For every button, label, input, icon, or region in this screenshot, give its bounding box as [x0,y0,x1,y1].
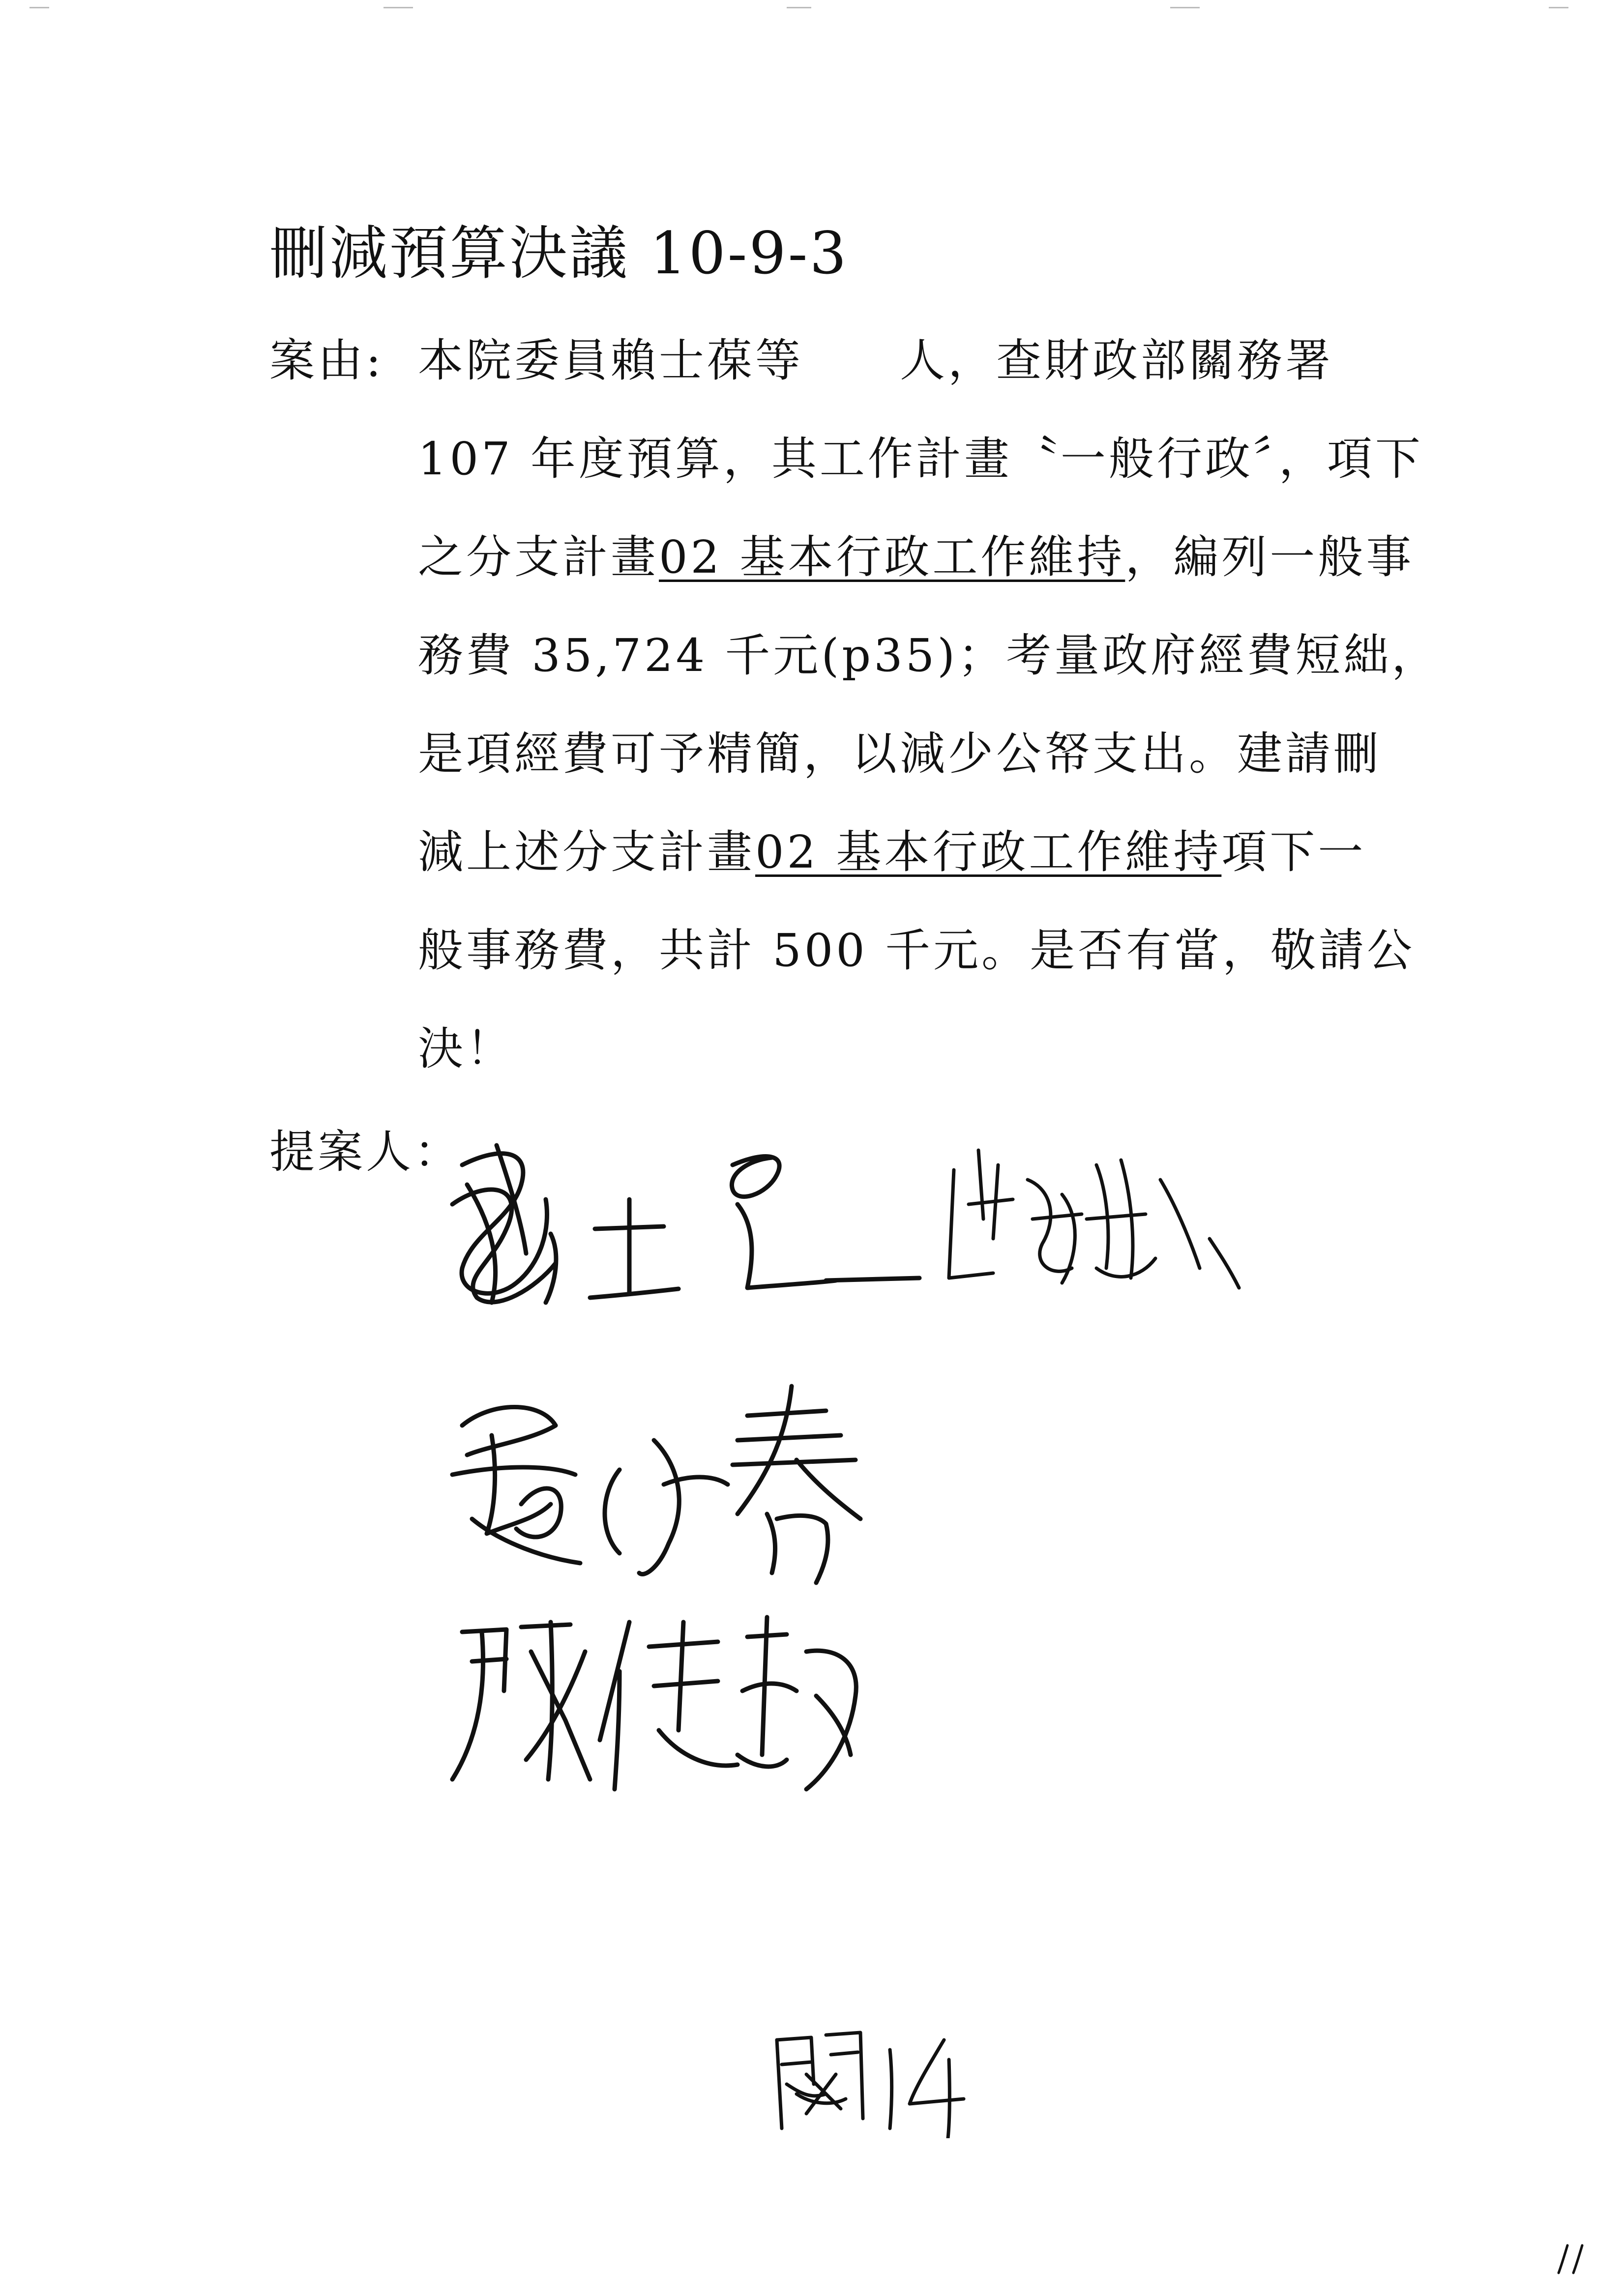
signature-4 [443,1593,895,1799]
scan-artifact [384,7,413,8]
scan-artifact [30,7,49,8]
handwritten-signature-icon [433,1106,924,1327]
signature-1 [433,1106,924,1327]
body-text: 減上述分支計畫 [418,826,756,878]
signature-3 [433,1357,924,1593]
underlined-program-name: 02 基本行政工作維持 [755,826,1222,878]
handwritten-signature-icon [443,1593,895,1799]
body-line-6 [418,816,1366,881]
body-line-4: 務費 35,724 千元(p35)；考量政府經費短絀， [418,629,1440,682]
body-text: 之分支計畫 [418,531,659,583]
page-mark [1554,2241,1593,2278]
scan-artifact [1549,7,1568,8]
body-line-5: 是項經費可予精簡，以減少公帑支出。建請刪 [418,727,1382,780]
body-line-1: 本院委員賴士葆等 人，查財政部關務署 [418,334,1334,387]
body-line-3 [418,521,1414,586]
body-line-7: 般事務費，共計 500 千元。是否有當，敬請公 [418,924,1416,977]
scan-artifact [1170,7,1200,8]
handwritten-signature-icon [433,1357,924,1593]
document-title: 刪減預算決議 10-9-3 [269,219,849,287]
stamp [767,2020,974,2140]
body-line-2: 107 年度預算，其工作計畫〝一般行政〞，項下 [418,433,1423,485]
body-line-8: 決！ [418,1022,515,1075]
scan-artifact [787,7,811,8]
handwritten-page-number-icon [1554,2241,1593,2276]
proposer-label: 提案人： [269,1126,463,1178]
underlined-program-name: 02 基本行政工作維持 [659,531,1125,583]
handwritten-signature-icon [934,1121,1249,1317]
handwritten-stamp-icon [767,2020,974,2138]
body-text: ，編列一般事 [1125,531,1415,583]
body-text: 項下一 [1221,826,1366,878]
case-label: 案由: [269,334,384,387]
signature-2 [934,1121,1249,1317]
